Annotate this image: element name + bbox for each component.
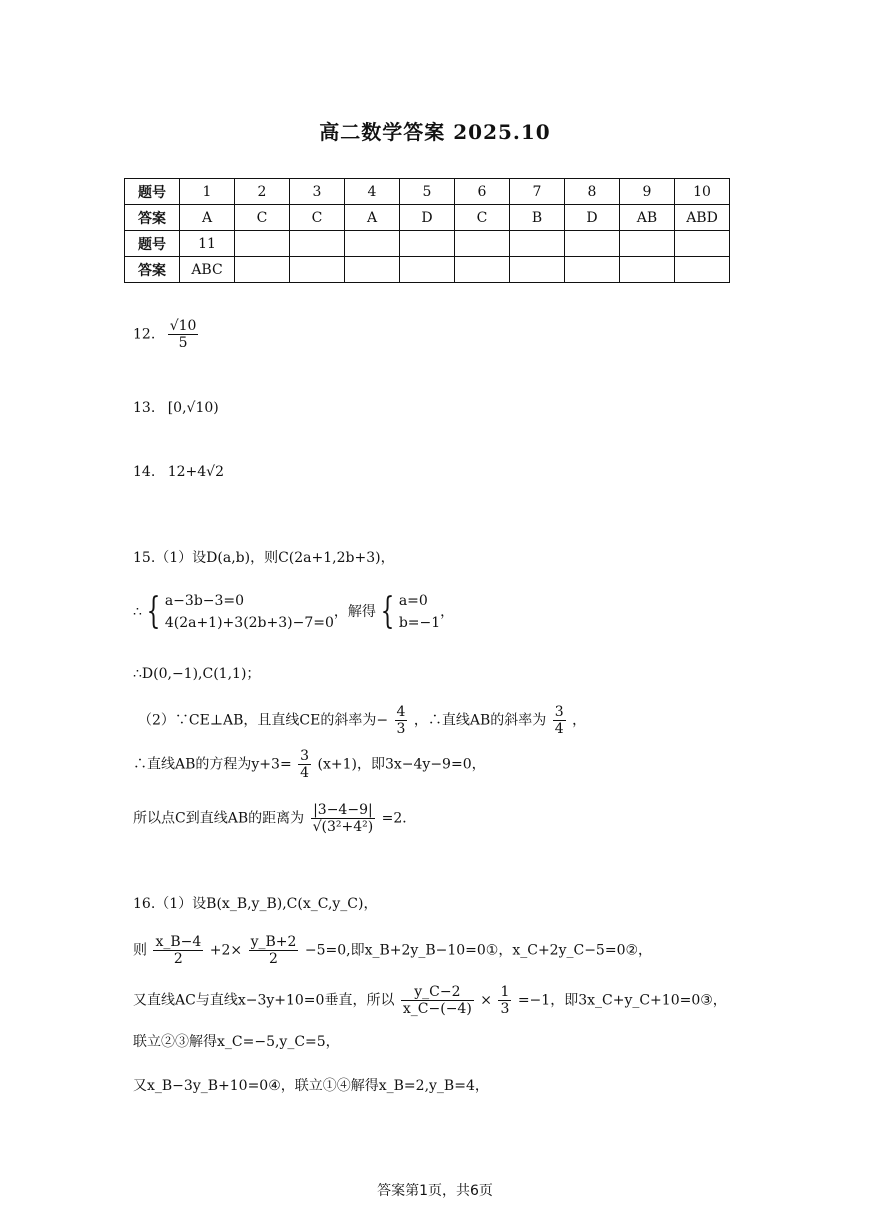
q15-system: ∴ { a−3b−3=0 4(2a+1)+3(2b+3)−7=0 ，解得 { a=0 b=−1 ， xyxy=(133,591,455,632)
table-cell xyxy=(565,231,620,257)
table-row xyxy=(125,179,730,205)
table-row xyxy=(125,257,730,283)
equation: 4(2a+1)+3(2b+3)−7=0 xyxy=(164,615,334,631)
text: 又直线AC与直线x−3y+10=0垂直，所以 xyxy=(133,992,395,1009)
table-cell: C xyxy=(290,205,345,231)
page-footer: 答案第1页，共6页 xyxy=(377,1183,493,1199)
numerator: y_C−2 xyxy=(401,984,474,1001)
answer-text: 12+4√2 xyxy=(167,464,224,480)
fraction xyxy=(401,984,474,1017)
table-cell: 10 xyxy=(675,179,730,205)
denominator: 2 xyxy=(173,951,183,967)
text-solve: ，解得 xyxy=(333,604,376,620)
numerator: 4 xyxy=(396,704,406,720)
text: （2）∵CE⊥AB，且直线CE的斜率为− xyxy=(138,712,389,729)
table-header-cell: 题号 xyxy=(125,179,180,205)
fraction xyxy=(498,984,511,1017)
equation: b=−1 xyxy=(398,615,441,631)
fraction xyxy=(168,318,199,351)
q16-line-5: 又x_B−3y_B+10=0④，联立①④解得x_B=2,y_B=4， xyxy=(133,1078,489,1094)
text: =−1，即3x_C+y_C+10=0③， xyxy=(517,992,727,1009)
table-cell xyxy=(510,231,565,257)
text: +2× xyxy=(209,942,243,959)
numerator: √10 xyxy=(169,318,197,334)
table-cell: 6 xyxy=(455,179,510,205)
table-cell: 2 xyxy=(235,179,290,205)
numerator: x_B−4 xyxy=(155,934,202,950)
table-cell: C xyxy=(235,205,290,231)
table-cell: C xyxy=(455,205,510,231)
brace-icon: { xyxy=(146,591,161,632)
table-cell: 7 xyxy=(510,179,565,205)
numerator: 1 xyxy=(500,984,510,1000)
table-cell: ABD xyxy=(675,205,730,231)
table-cell xyxy=(620,257,675,283)
equation: a=0 xyxy=(398,593,428,609)
q16-line-3 xyxy=(133,984,727,1017)
text: 则 xyxy=(133,942,147,959)
table-cell xyxy=(290,231,345,257)
numerator: 3 xyxy=(554,704,564,720)
answer-14 xyxy=(133,462,224,482)
table-cell xyxy=(565,257,620,283)
table-cell: D xyxy=(400,205,455,231)
table-cell: 5 xyxy=(400,179,455,205)
answer-12 xyxy=(133,318,200,351)
table-cell xyxy=(455,257,510,283)
fraction xyxy=(311,802,376,835)
text: ，∴直线AB的斜率为 xyxy=(413,712,547,729)
q16-line-1: 16.（1）设B(x_B,y_B),C(x_C,y_C)， xyxy=(133,896,378,912)
table-cell xyxy=(675,257,730,283)
numerator: 3 xyxy=(300,748,310,764)
table-cell: D xyxy=(565,205,620,231)
table-cell xyxy=(345,257,400,283)
table-cell: 3 xyxy=(290,179,345,205)
table-cell xyxy=(400,257,455,283)
text: (x+1)，即3x−4y−9=0， xyxy=(317,756,486,773)
table-cell: A xyxy=(180,205,235,231)
answer-text: [0,√10) xyxy=(167,400,219,416)
table-cell: 9 xyxy=(620,179,675,205)
table-cell xyxy=(235,257,290,283)
fraction xyxy=(298,748,311,781)
table-cell: A xyxy=(345,205,400,231)
equation-system xyxy=(165,590,334,634)
table-cell: AB xyxy=(620,205,675,231)
text: ∴直线AB的方程为y+3= xyxy=(133,756,292,773)
table-cell: 11 xyxy=(180,231,235,257)
table-cell xyxy=(345,231,400,257)
table-cell: ABC xyxy=(180,257,235,283)
q15-line-1: 15.（1）设D(a,b)，则C(2a+1,2b+3)， xyxy=(133,550,395,566)
table-cell: 8 xyxy=(565,179,620,205)
denominator: 3 xyxy=(500,1001,510,1017)
brace-icon: { xyxy=(380,591,395,632)
table-header-cell: 答案 xyxy=(125,205,180,231)
denominator: 4 xyxy=(300,765,310,781)
denominator: 5 xyxy=(178,335,188,351)
table-row xyxy=(125,231,730,257)
numerator: |3−4−9| xyxy=(311,802,376,819)
table-cell: 4 xyxy=(345,179,400,205)
fraction xyxy=(395,704,408,737)
table-header-cell: 题号 xyxy=(125,231,180,257)
text: =2． xyxy=(381,810,417,827)
fraction xyxy=(153,934,203,967)
table-row xyxy=(125,205,730,231)
question-number: 14. xyxy=(133,464,156,480)
table-cell xyxy=(620,231,675,257)
denominator: x_C−(−4) xyxy=(402,1001,472,1017)
table-cell: 1 xyxy=(180,179,235,205)
denominator: 3 xyxy=(396,721,406,737)
q15-line-5 xyxy=(133,748,486,781)
solution-system xyxy=(399,590,440,634)
numerator: y_B+2 xyxy=(250,934,297,950)
table-cell xyxy=(290,257,345,283)
answer-table xyxy=(124,178,730,283)
text: 所以点C到直线AB的距离为 xyxy=(133,810,305,827)
table-cell xyxy=(455,231,510,257)
q15-line-6 xyxy=(133,802,416,835)
table-cell xyxy=(675,231,730,257)
question-number: 12. xyxy=(133,326,156,343)
table-cell: B xyxy=(510,205,565,231)
denominator: 2 xyxy=(269,951,278,967)
question-number: 13. xyxy=(133,400,156,416)
q16-line-4: 联立②③解得x_C=−5,y_C=5， xyxy=(133,1034,340,1050)
therefore-symbol: ∴ xyxy=(133,604,142,620)
text: × xyxy=(480,992,492,1009)
text: −5=0,即x_B+2y_B−10=0①，x_C+2y_C−5=0②， xyxy=(304,942,653,959)
denominator: 4 xyxy=(554,721,564,737)
page-title: 高二数学答案 2025.10 xyxy=(319,120,551,144)
text: ， xyxy=(572,712,587,729)
q15-line-3: ∴D(0,−1),C(1,1)； xyxy=(133,666,261,682)
answer-13 xyxy=(133,398,219,418)
table-cell xyxy=(235,231,290,257)
fraction xyxy=(249,934,299,967)
table-header-cell: 答案 xyxy=(125,257,180,283)
table-cell xyxy=(510,257,565,283)
q16-line-2 xyxy=(133,934,652,967)
q15-line-4 xyxy=(138,704,586,737)
equation: a−3b−3=0 xyxy=(164,593,245,609)
fraction xyxy=(553,704,566,737)
table-cell xyxy=(400,231,455,257)
denominator: √(3²+4²) xyxy=(312,819,374,835)
